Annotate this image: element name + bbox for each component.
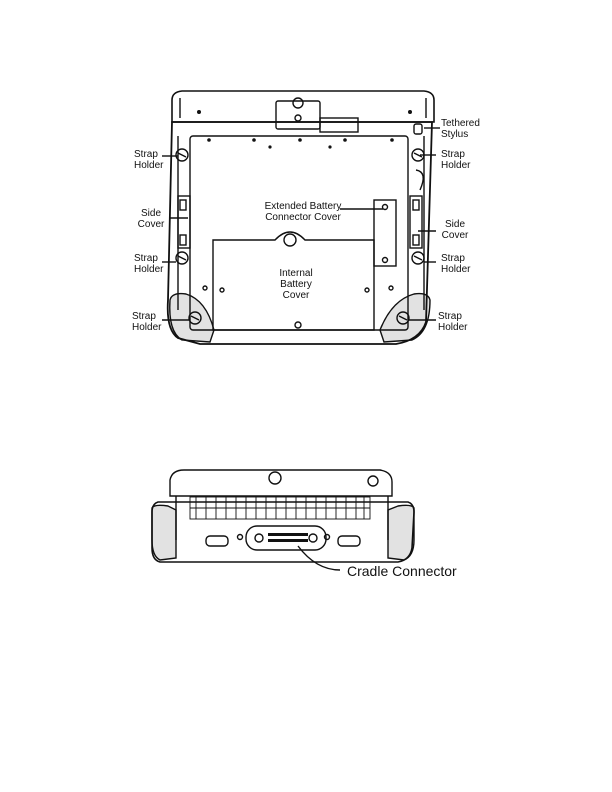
front-top-edge [170,470,392,496]
cradle-connector [246,526,326,550]
label-internal-battery-cover: Internal Battery Cover [279,268,313,301]
label-tethered-stylus: Tethered Stylus [441,118,480,140]
label-strap-holder-left-mid: Strap Holder [134,253,164,275]
top-handle [172,91,434,122]
label-extended-battery-connector-cover: Extended Battery Connector Cover [264,201,342,223]
side-cover-right [410,196,422,248]
bumper-left [170,294,214,342]
device-front-view [152,470,414,570]
front-body [152,502,414,562]
label-cradle-connector: Cradle Connector [347,563,457,579]
bumper-right [380,294,430,342]
label-side-cover-left: Side Cover [137,208,165,230]
label-strap-holder-left-bottom: Strap Holder [132,311,162,333]
tethered-stylus [414,124,422,134]
label-strap-holder-right-mid: Strap Holder [441,253,471,275]
label-side-cover-right: Side Cover [441,219,469,241]
keyboard-keys [190,497,370,519]
slot-left [206,536,228,546]
label-strap-holder-right-top: Strap Holder [441,149,471,171]
slot-right [338,536,360,546]
label-strap-holder-right-bottom: Strap Holder [438,311,468,333]
label-strap-holder-left-top: Strap Holder [134,149,164,171]
